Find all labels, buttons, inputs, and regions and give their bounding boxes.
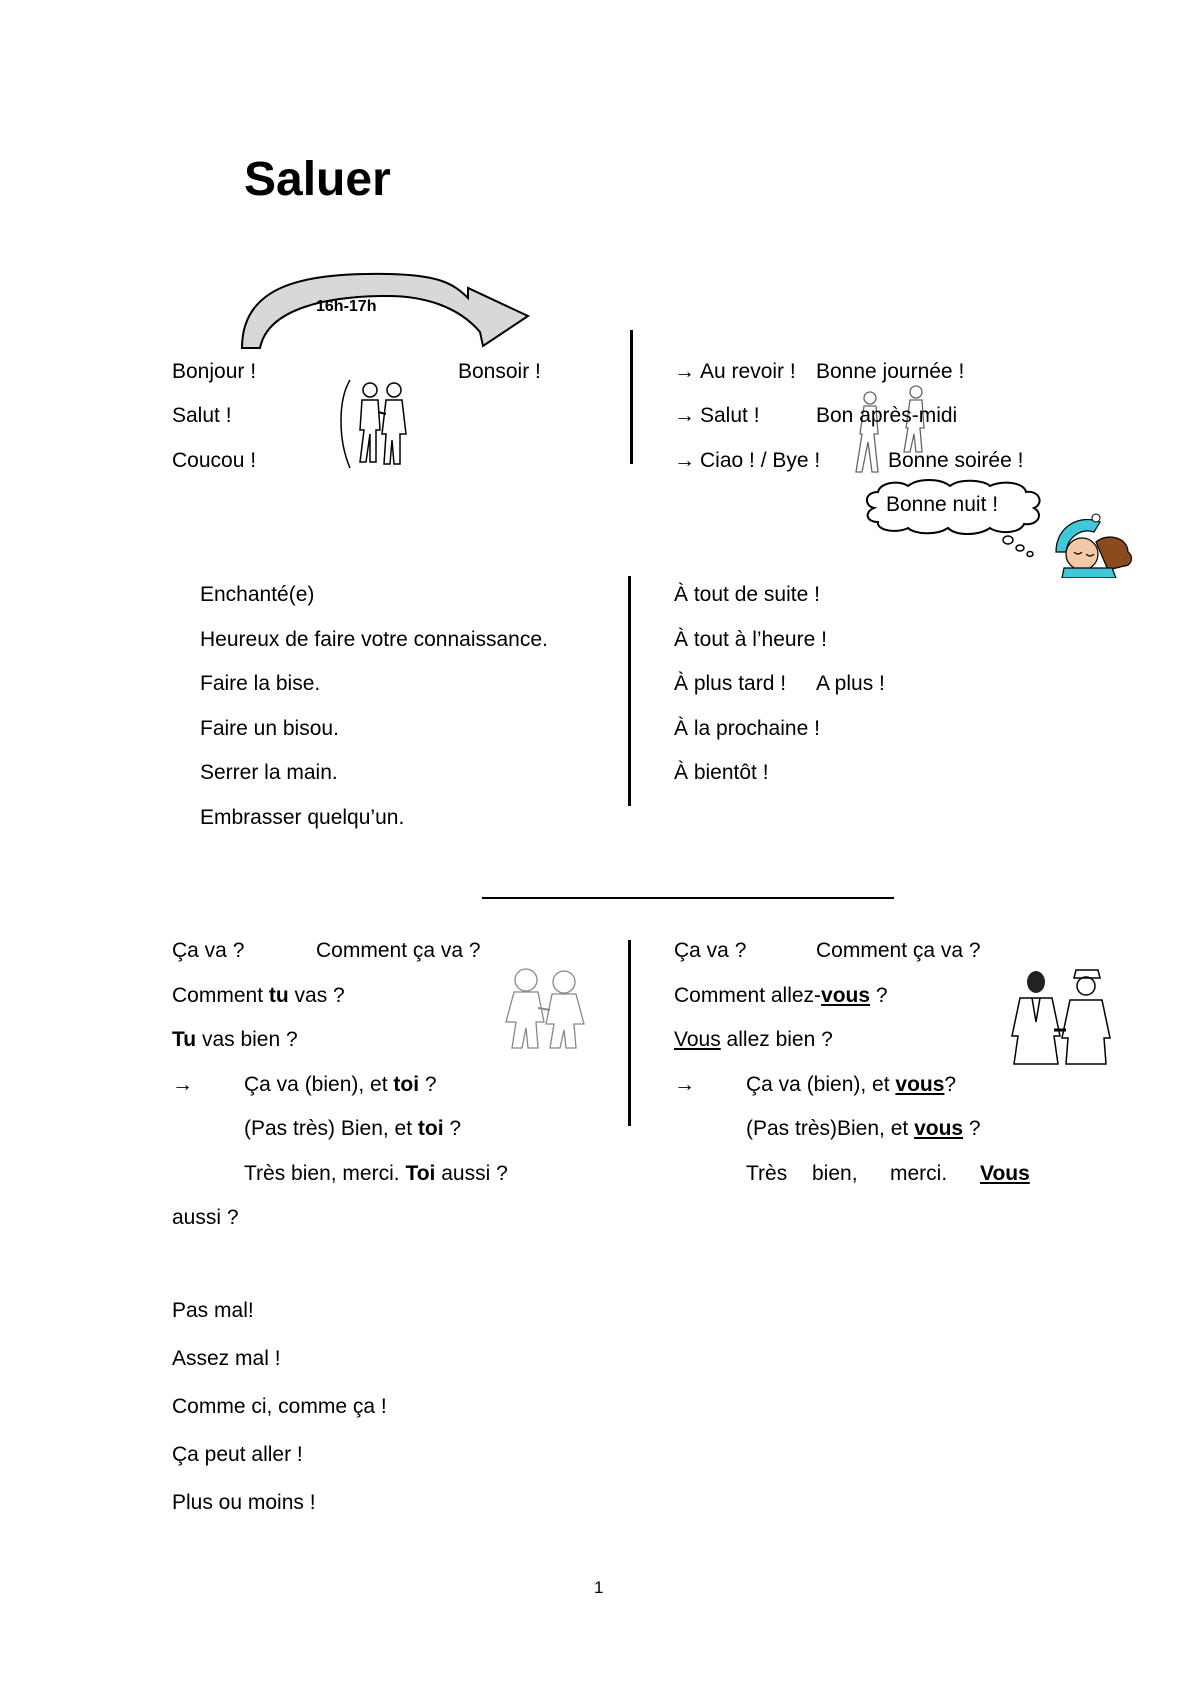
response-phrase: Plus ou moins !	[172, 1491, 316, 1514]
column-divider	[628, 576, 631, 806]
informal-answer: Ça va (bien), et toi ?	[244, 1073, 437, 1096]
later-phrase: À bientôt !	[674, 761, 769, 784]
informal-arrow: →	[172, 1073, 193, 1096]
later-phrase: A plus !	[816, 672, 885, 695]
meeting-phrase: Heureux de faire votre connaissance.	[200, 628, 548, 651]
meeting-phrase: Enchanté(e)	[200, 583, 315, 606]
informal-question: Comment tu vas ?	[172, 984, 345, 1007]
column-divider	[628, 940, 631, 1126]
farewell-item: Bonne soirée !	[888, 449, 1024, 472]
curved-arrow-icon	[238, 268, 538, 350]
farewell-item: Ciao ! / Bye !	[700, 449, 821, 472]
handshake-illustration-icon	[336, 370, 416, 474]
greeting-item: Coucou !	[172, 449, 257, 472]
response-phrase: Assez mal !	[172, 1347, 281, 1370]
informal-answer-wrap: aussi ?	[172, 1206, 239, 1229]
later-phrase: À tout à l’heure !	[674, 628, 827, 651]
farewell-night: Bonne nuit !	[886, 493, 999, 516]
meeting-phrase: Embrasser quelqu’un.	[200, 806, 405, 829]
formal-question: Ça va ?	[674, 939, 747, 962]
formal-question: Comment ça va ?	[816, 939, 981, 962]
later-phrase: À tout de suite !	[674, 583, 820, 606]
formal-answer-word: bien,	[812, 1162, 858, 1185]
sleeping-child-icon	[1052, 512, 1136, 578]
formal-answer: Ça va (bien), et vous?	[746, 1073, 957, 1096]
later-phrase: À la prochaine !	[674, 717, 820, 740]
informal-question: Ça va ?	[172, 939, 245, 962]
response-phrase: Pas mal!	[172, 1299, 254, 1322]
column-divider	[630, 330, 633, 464]
formal-answer-word: Vous	[980, 1162, 1030, 1185]
informal-question: Tu vas bien ?	[172, 1028, 298, 1051]
businessmen-handshake-illustration-icon	[1006, 966, 1114, 1066]
children-greeting-illustration-icon	[492, 964, 596, 1054]
farewell-item: Salut !	[700, 404, 760, 427]
greeting-item: Salut !	[172, 404, 232, 427]
meeting-phrase: Faire la bise.	[200, 672, 321, 695]
greeting-evening: Bonsoir !	[458, 360, 541, 383]
farewell-arrow: →	[674, 449, 695, 472]
formal-answer-word: Très	[746, 1162, 788, 1185]
page-number: 1	[594, 1578, 604, 1597]
meeting-phrase: Serrer la main.	[200, 761, 338, 784]
informal-question: Comment ça va ?	[316, 939, 481, 962]
response-phrase: Ça peut aller !	[172, 1443, 303, 1466]
farewell-arrow: →	[674, 404, 695, 427]
formal-answer-word: merci.	[890, 1162, 948, 1185]
arrow-time-label: 16h-17h	[316, 298, 377, 315]
section-divider	[482, 897, 894, 899]
farewell-item: Bon après-midi	[816, 404, 958, 427]
formal-question: Comment allez-vous ?	[674, 984, 888, 1007]
farewell-item: Bonne journée !	[816, 360, 965, 383]
formal-arrow: →	[674, 1073, 695, 1096]
farewell-arrow: →	[674, 360, 695, 383]
informal-answer: Très bien, merci. Toi aussi ?	[244, 1162, 508, 1185]
farewell-item: Au revoir !	[700, 360, 796, 383]
meeting-phrase: Faire un bisou.	[200, 717, 339, 740]
later-phrase: À plus tard !	[674, 672, 787, 695]
formal-answer: (Pas très)Bien, et vous ?	[746, 1117, 981, 1140]
greeting-item: Bonjour !	[172, 360, 257, 383]
response-phrase: Comme ci, comme ça !	[172, 1395, 387, 1418]
informal-answer: (Pas très) Bien, et toi ?	[244, 1117, 462, 1140]
formal-question: Vous allez bien ?	[674, 1028, 833, 1051]
page-title: Saluer	[244, 153, 391, 206]
